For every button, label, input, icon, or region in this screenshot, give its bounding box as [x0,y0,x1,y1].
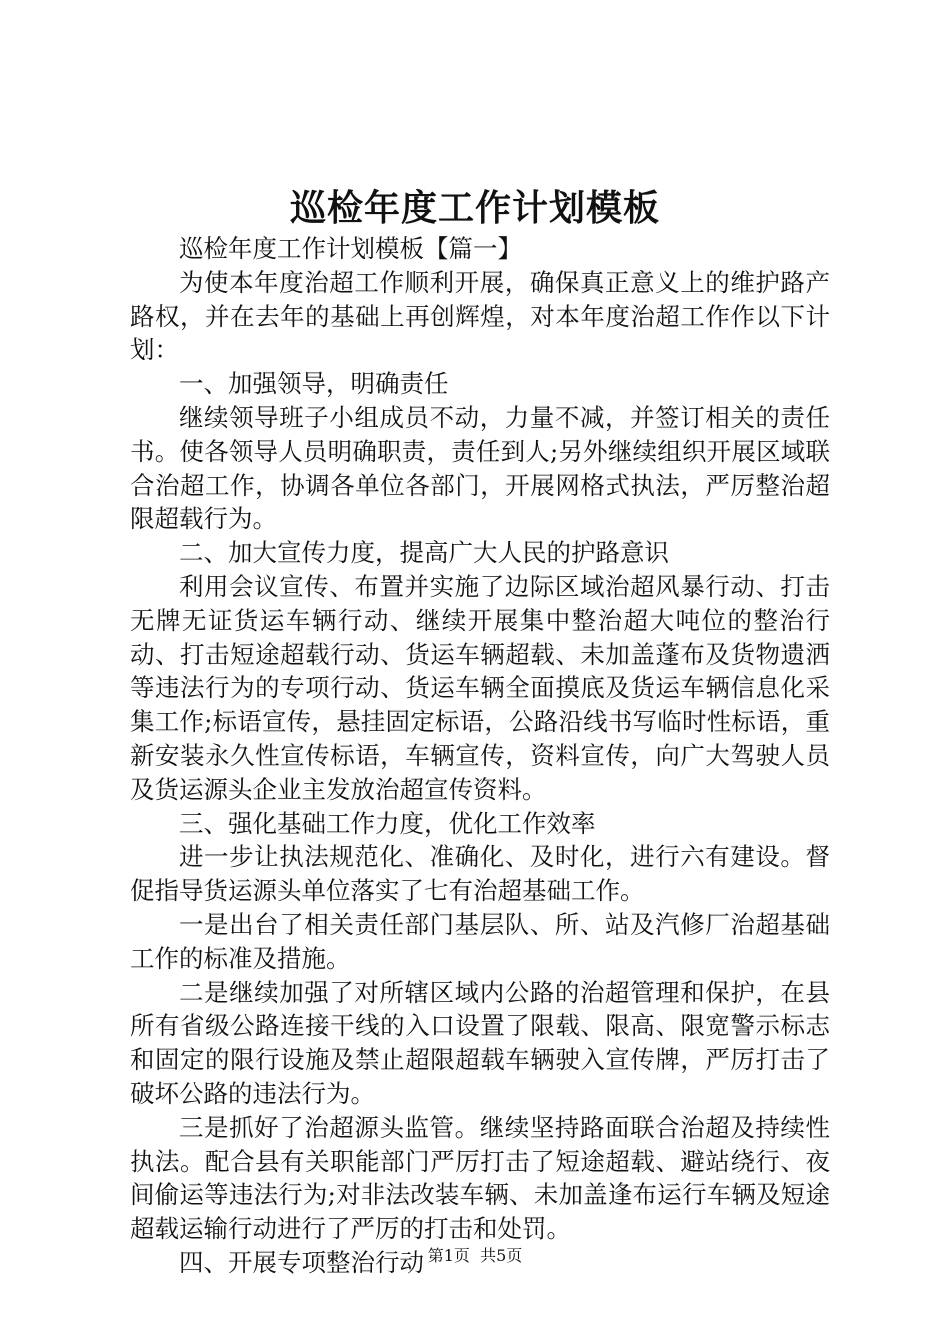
paragraph-3: 进一步让执法规范化、准确化、及时化，进行六有建设。督促指导货运源头单位落实了七有治超基础工作。 [130,842,830,906]
paragraph-3a: 一是出台了相关责任部门基层队、所、站及汽修厂治超基础工作的标准及措施。 [130,909,830,973]
section-heading-4: 四、开展专项整治行动 [179,1247,424,1277]
section-heading-2: 二、加大宣传力度，提高广大人民的护路意识 [179,538,669,568]
page-footer [0,1245,950,1267]
page-total: 共5页 [480,1246,523,1265]
paragraph-intro: 为使本年度治超工作顺利开展，确保真正意义上的维护路产路权，并在去年的基础上再创辉煌，对本年度治超工作作以下计划： [130,267,830,365]
section-heading-3: 三、强化基础工作力度，优化工作效率 [179,808,596,838]
section-heading-1: 一、加强领导，明确责任 [179,369,449,399]
paragraph-3c: 三是抓好了治超源头监管。继续坚持路面联合治超及持续性执法。配合县有关职能部门严厉打击了短途超载、避站绕行、夜间偷运等违法行为;对非法改装车辆、未加盖逢布运行车辆及短途超载运输行动进行了严厉的打击和处罚。 [130,1112,830,1244]
paragraph-2: 利用会议宣传、布置并实施了边际区域治超风暴行动、打击无牌无证货运车辆行动、继续开展集中整治超大吨位的整治行动、打击短途超载行动、货运车辆超载、未加盖蓬布及货物遗洒等违法行为的专项行动、货运车辆全面摸底及货运车辆信息化采集工作;标语宣传，悬挂固定标语，公路沿线书写临时性标语，重新安装永久性宣传标语，车辆宣传，资料宣传，向广大驾驶人员及货运源头企业主发放治超宣传资料。 [130,571,830,804]
document-title: 巡检年度工作计划模板 [289,187,660,229]
paragraph-1: 继续领导班子小组成员不动，力量不减，并签订相关的责任书。使各领导人员明确职责，责任到人;另外继续组织开展区域联合治超工作，协调各单位各部门，开展网格式执法，严厉整治超限超载行为。 [130,402,830,534]
paragraph-3b: 二是继续加强了对所辖区域内公路的治超管理和保护，在县所有省级公路连接干线的入口设置了限载、限高、限宽警示标志和固定的限行设施及禁止超限超载车辆驶入宣传牌，严厉打击了破坏公路的违法行为。 [130,977,830,1108]
page-number: 第1页 [427,1246,470,1265]
document-body [130,232,830,1280]
section-heading-part1: 巡检年度工作计划模板【篇一】 [179,234,522,263]
